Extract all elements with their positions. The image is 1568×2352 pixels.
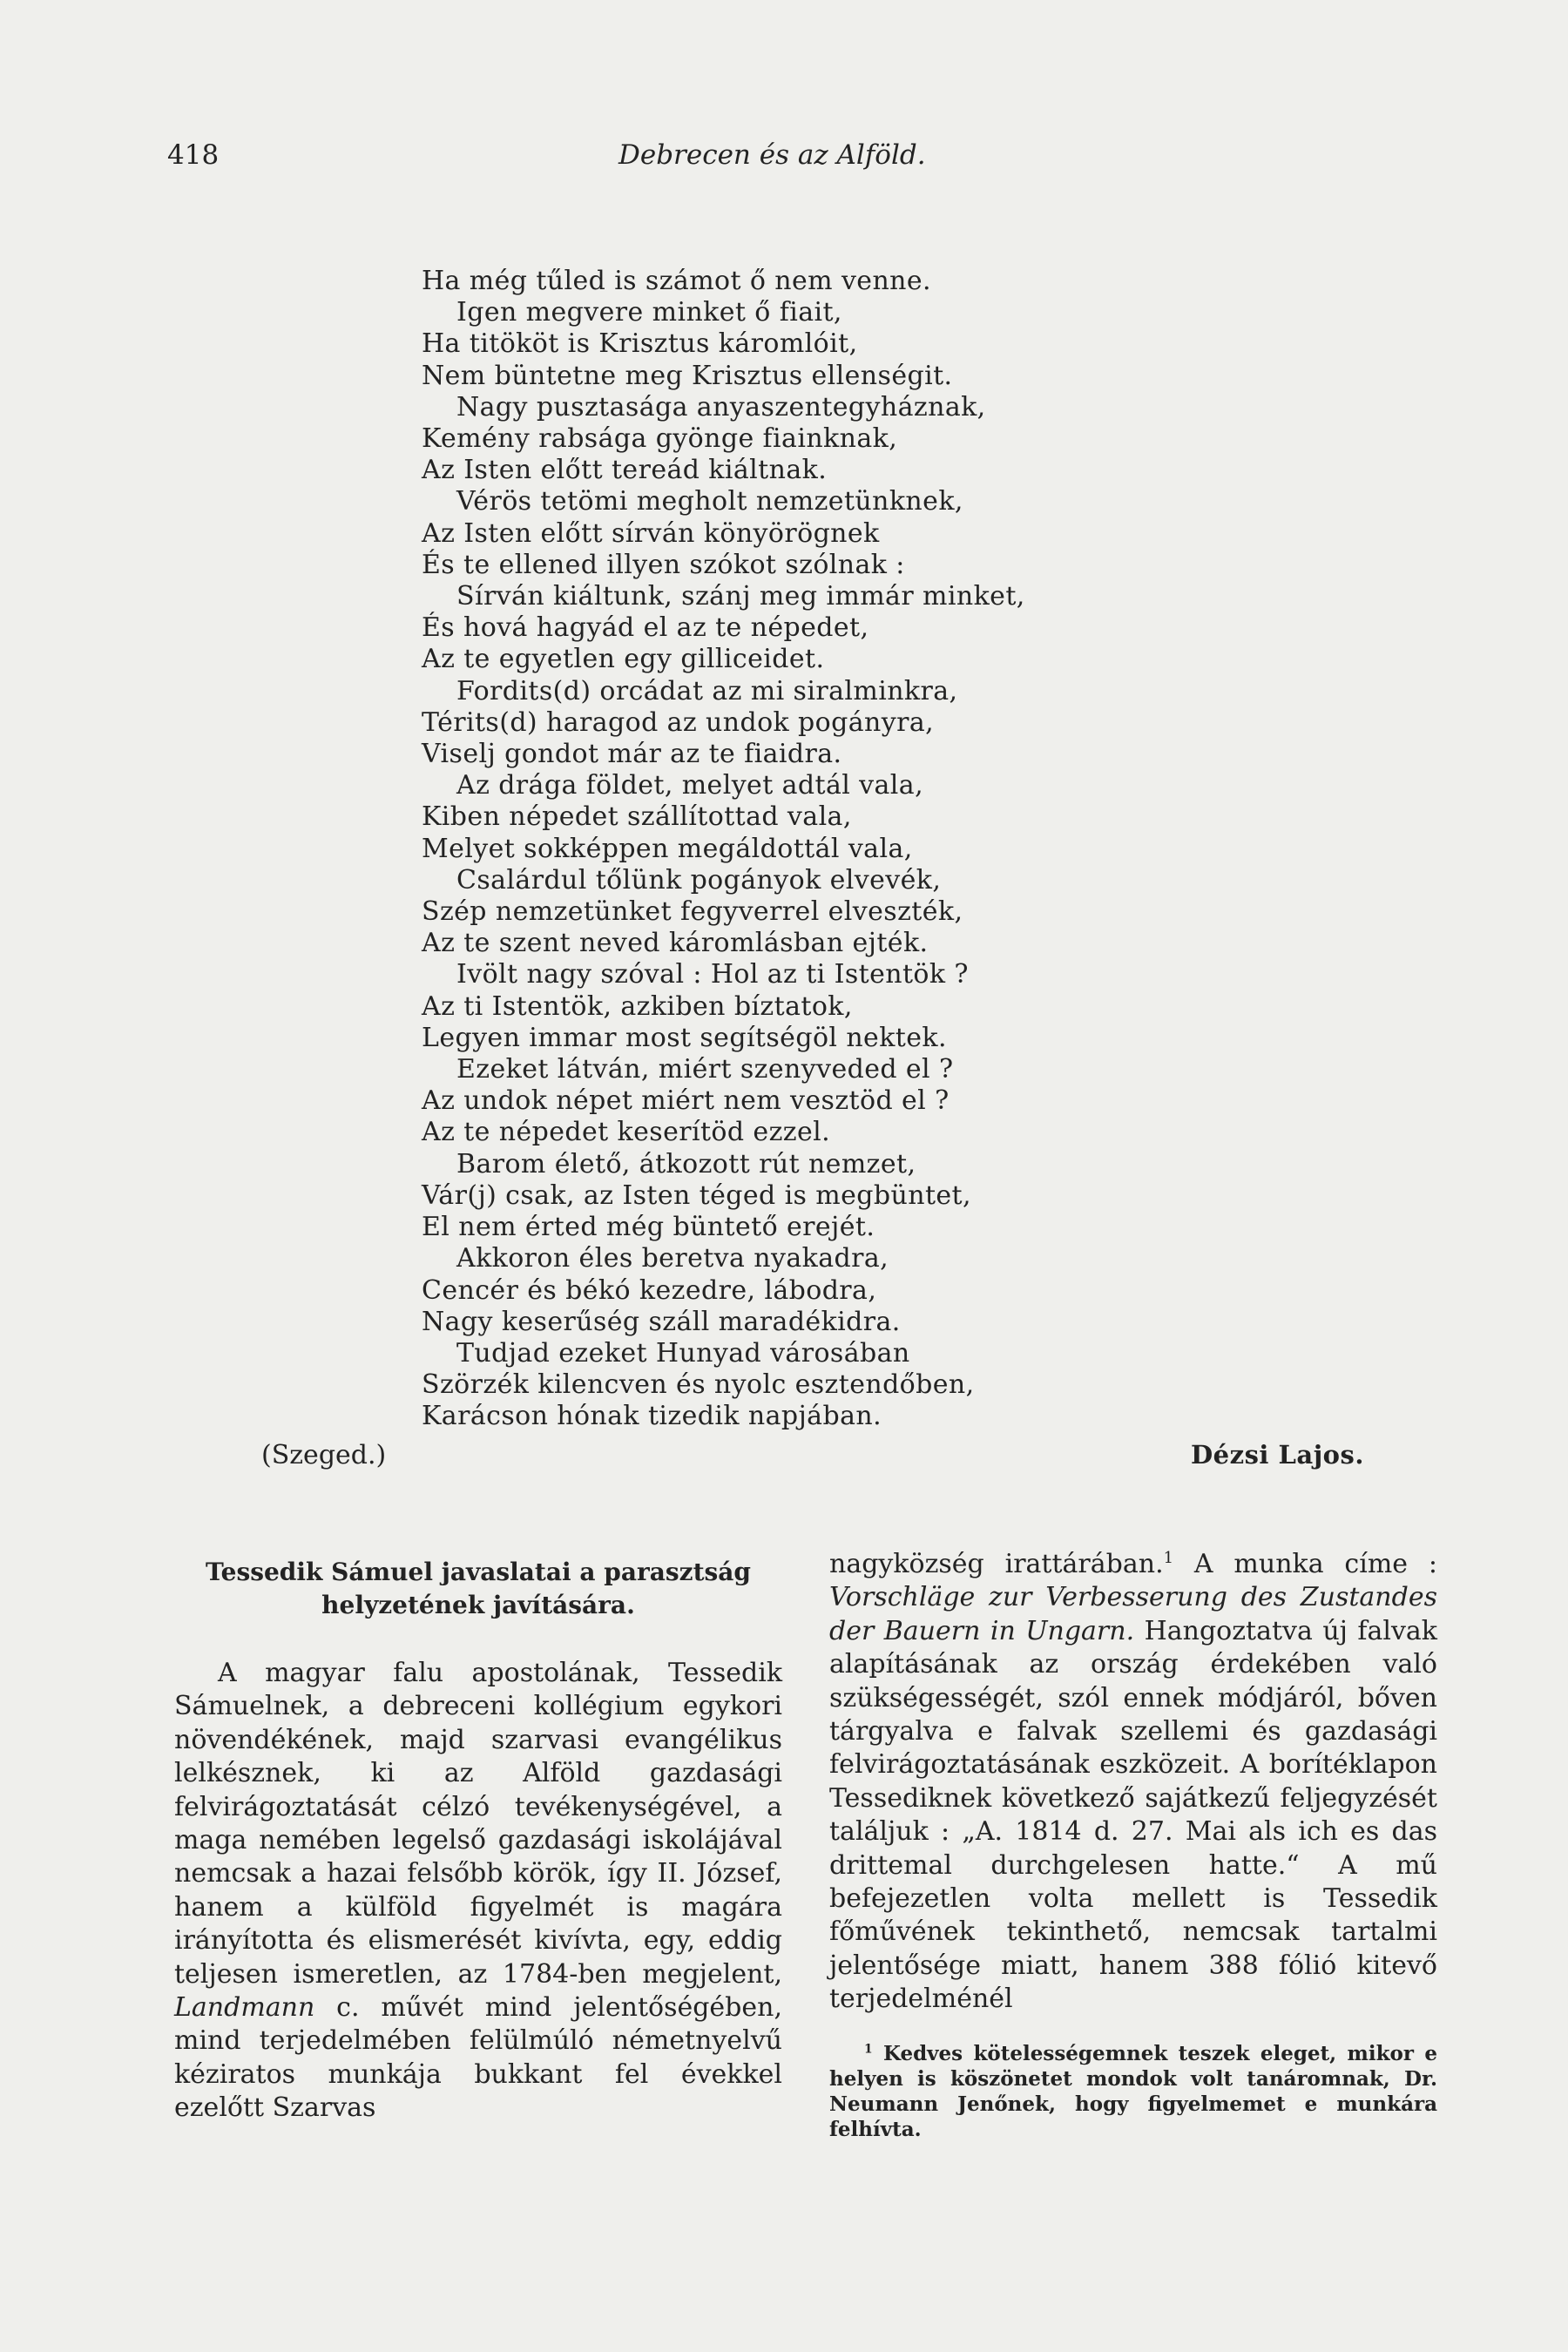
- poem-line: Barom élető, átkozott rút nemzet,: [456, 1148, 916, 1179]
- article-title-line-1: Tessedik Sámuel javaslatai a parasztság: [206, 1558, 751, 1586]
- poem-line: Tudjad ezeket Hunyad városában: [456, 1337, 910, 1369]
- poem-line: Vár(j) csak, az Isten téged is megbüntet,: [422, 1179, 971, 1211]
- poem-line: Cencér és békó kezedre, lábodra,: [422, 1274, 877, 1306]
- article-left-column: [174, 1556, 782, 2126]
- running-title: Debrecen és az Alföld.: [618, 139, 926, 171]
- poem-line: Sírván kiáltunk, szánj meg immár minket,: [456, 581, 1025, 612]
- poem-line: Szép nemzetünket fegyverrel elveszték,: [422, 896, 963, 928]
- poem-line: Fordits(d) orcádat az mi siralminkra,: [456, 675, 958, 706]
- poem-line: Nem büntetne meg Krisztus ellenségit.: [422, 360, 953, 391]
- poem-line: Ezeket látván, miért szenyveded el ?: [456, 1054, 954, 1085]
- poem-line: Az drága földet, melyet adtál vala,: [456, 770, 924, 801]
- paragraph-text: A magyar falu apostolának, Tessedik Sámuelnek, a debreceni kollégium egykori növendékének, majd szarvasi evangélikus lelkésznek, ki az Alföld gazdasági felvirágoztatását célzó tevékenységével, a maga nemében legelső gazdasági iskolájával nemcsak a hazai felsőbb körök, így II. József, hanem a külföld figyelmét is magára irányította és elismerését kivívta, egy, eddig teljesen ismeretlen, az 1784-ben megjelent,: [174, 1658, 782, 1990]
- article-right-column: [829, 1548, 1437, 2142]
- poem-line: Az te szent neved káromlásban ejték.: [422, 928, 929, 959]
- poem-line: Akkoron éles beretva nyakadra,: [456, 1243, 889, 1274]
- poem-line: Viselj gondot már az te fiaidra.: [422, 739, 842, 770]
- poem-line: Térits(d) haragod az undok pogányra,: [422, 706, 935, 738]
- signature-place: (Szeged.): [261, 1440, 387, 1470]
- footnote-reference: 1: [1163, 1549, 1174, 1567]
- paragraph-text: Hangoztatva új falvak alapításának az ország érdekében való szükségességét, szól ennek módjáról, bőven tárgyalva e falvak szellemi és gazdasági felvirágoztatásának eszközeit. A borítéklapon Tessediknek következő sajátkezű feljegyzését találjuk : „A. 1814 d. 27. Mai als ich es das drittemal durchgelesen hatte.“ A mű befejezetlen volta mellett is Tessedik főművének tekinthető, nemcsak tartalmi jelentősége miatt, hanem 388 fólió kitevő terjedelménél: [829, 1615, 1437, 2015]
- poem-line: Az ti Istentök, azkiben bíztatok,: [422, 990, 853, 1022]
- poem-line: Az Isten előtt tereád kiáltnak.: [422, 455, 828, 486]
- poem-line: És te ellened illyen szókot szólnak :: [422, 549, 905, 580]
- poem-line: Szörzék kilencven és nyolc esztendőben,: [422, 1369, 975, 1401]
- signature-author: Dézsi Lajos.: [1191, 1440, 1364, 1470]
- poem-line: El nem érted még büntető erejét.: [422, 1212, 875, 1243]
- italic-title: Vorschläge zur Verbesserung des Zustandes der Bauern in Ungarn.: [829, 1582, 1437, 1646]
- poem-line: Ha még tűled is számot ő nem venne.: [422, 266, 931, 296]
- poem-line: Nagy keserűség száll maradékidra.: [422, 1306, 901, 1337]
- footnote-marker: 1: [864, 2042, 873, 2057]
- poem-line: Csalárdul tőlünk pogányok elvevék,: [456, 864, 942, 896]
- poem-line: Az te egyetlen egy gilliceidet.: [422, 644, 825, 675]
- paragraph-text: nagyközség irattárában.: [829, 1549, 1164, 1579]
- poem-line: Az te népedet keserítöd ezzel.: [422, 1117, 831, 1148]
- footnote-text: Kedves kötelességemnek teszek eleget, mikor e helyen is köszönetet mondok volt tanáromnak, Dr. Neumann Jenőnek, hogy figyelmemet e munkára felhívta.: [829, 2041, 1437, 2141]
- poem-line: Igen megvere minket ő fiait,: [456, 297, 842, 328]
- poem-line: Vérös tetömi megholt nemzetünknek,: [456, 486, 963, 517]
- article-title-line-2: helyzetének javítására.: [321, 1591, 635, 1619]
- poem-line: Az undok népet miért nem vesztöd el ?: [422, 1085, 950, 1117]
- poem-line: Ivölt nagy szóval : Hol az ti Istentök ?: [456, 959, 969, 990]
- page-number: 418: [167, 139, 220, 171]
- article-paragraph: [174, 1657, 782, 2126]
- paragraph-text: A munka címe :: [1173, 1549, 1437, 1579]
- footnote: [829, 2041, 1437, 2142]
- poem-line: Nagy pusztasága anyaszentegyháznak,: [456, 391, 986, 422]
- poem-line: És hová hagyád el az te népedet,: [422, 612, 869, 644]
- poem-line: Karácson hónak tizedik napjában.: [422, 1401, 882, 1432]
- poem: [422, 266, 1511, 1433]
- paragraph-text: c. művét mind jelentőségében, mind terjedelmében felülmúló németnyelvű kéziratos munkája bukkant fel évekkel ezelőtt Szarvas: [174, 1992, 782, 2124]
- poem-line: Az Isten előtt sírván könyörögnek: [422, 517, 880, 549]
- poem-line: Kemény rabsága gyönge fiainknak,: [422, 423, 898, 455]
- poem-line: Melyet sokképpen megáldottál vala,: [422, 833, 913, 864]
- poem-line: Ha titököt is Krisztus káromlóit,: [422, 328, 858, 360]
- italic-title: Landmann: [174, 1992, 315, 2024]
- poem-line: Kiben népedet szállítottad vala,: [422, 801, 852, 833]
- poem-line: Legyen immar most segítségöl nektek.: [422, 1022, 947, 1053]
- article-title: [174, 1556, 782, 1622]
- article-paragraph-continued: [829, 1548, 1437, 2017]
